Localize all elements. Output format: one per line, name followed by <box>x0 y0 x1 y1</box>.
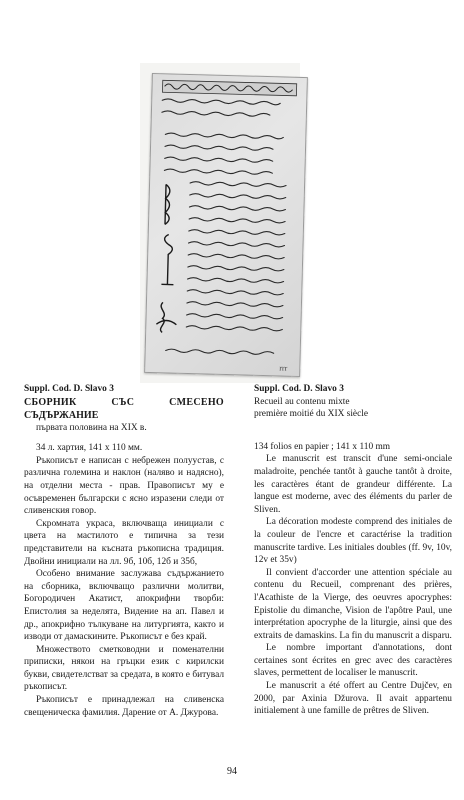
shelfmark: Suppl. Cod. D. Slavo 3 <box>254 384 344 394</box>
paragraph: La décoration modeste comprend des initiales de la couleur de l'encre et caractérise la tradition manuscrite tardive. Les initiales doubles (ff. 9v, 10v, 12v et 35v) <box>254 517 452 566</box>
bulgarian-description <box>24 383 224 719</box>
paragraph: 34 л. хартия, 141 х 110 мм. <box>36 443 143 454</box>
title-line: Recueil au contenu mixte <box>254 396 350 407</box>
paragraph: Le nombre important d'annotations, dont certaines sont écrites en grec avec des caractères slaves, permettent de localiser le manuscrit. <box>254 643 452 679</box>
paragraph: Le manuscrit a été offert au Centre Dujčev, en 2000, par Axinia Džurova. Il avait appartenu initialement à une famille de prêtres de Sliven. <box>254 681 452 717</box>
paragraph: Ръкописът е написан с небрежен полуустав, с различна големина и наклон (наляво и надясно), на отделни места - прав. Правописът му е осъвременен български с ясно изразени следи от сливенския говор. <box>24 455 224 517</box>
dating: première moitié du XIX siècle <box>254 409 369 420</box>
svg-text:rrr: rrr <box>279 363 288 373</box>
title-line: СЪДЪРЖАНИЕ <box>24 409 99 421</box>
paragraph: Ръкописът е принадлежал на сливенска свещеническа фамилия. Дарение от А. Джурова. <box>24 695 224 718</box>
page-number: 94 <box>227 766 237 777</box>
paragraph: Скромната украса, включваща инициали с цвета на мастилото е типична за тези представители на късната ръкописна традиция. Двойни инициали на лл. 9б, 10б, 12б и 35б, <box>24 518 224 567</box>
manuscript-drawing <box>145 74 307 376</box>
title-line: СБОРНИК СЪС СМЕСЕНО <box>24 396 224 408</box>
french-description <box>254 383 452 718</box>
paragraph: Le manuscrit est transcit d'une semi-onciale maladroite, penchée tantôt à gauche tantôt à droite, les caractères étant de grandeur différente. La langue est moderne, avec des éléments du parler de Sliven. <box>254 454 452 515</box>
manuscript-image <box>144 73 308 377</box>
paragraph: Il convient d'accorder une attention spéciale au contenu du Recueil, comprenant des prières, l'Acathiste de la Vierge, des oeuvres apocryphes: Epistolie du dimanche, Vision de l'apôtre Paul, une interprétation apocryphe de la liturgie, ainsi que des extraits de damaskins. La fin du manuscrit a disparu. <box>254 567 452 641</box>
paragraph: Множеството сметководни и поменателни приписки, някои на гръцки език с кирилски букви, свидетелстват за средата, в която е битувал ръкописът. <box>24 644 224 693</box>
shelfmark: Suppl. Cod. D. Slavo 3 <box>24 384 114 394</box>
paragraph: 134 folios en papier ; 141 x 110 mm <box>254 441 391 452</box>
paragraph: Особено внимание заслужава съдържанието на сборника, включващо различни молитви, Богородичен Акатист, апокрифни творби: Епистолия за неделята, Видение на ап. Павел и др., апокрифно тълкуване на литургията, както и изводи от дамаскините. Ръкописът е без край. <box>24 569 224 643</box>
dating: първата половина на XIX в. <box>36 422 147 433</box>
